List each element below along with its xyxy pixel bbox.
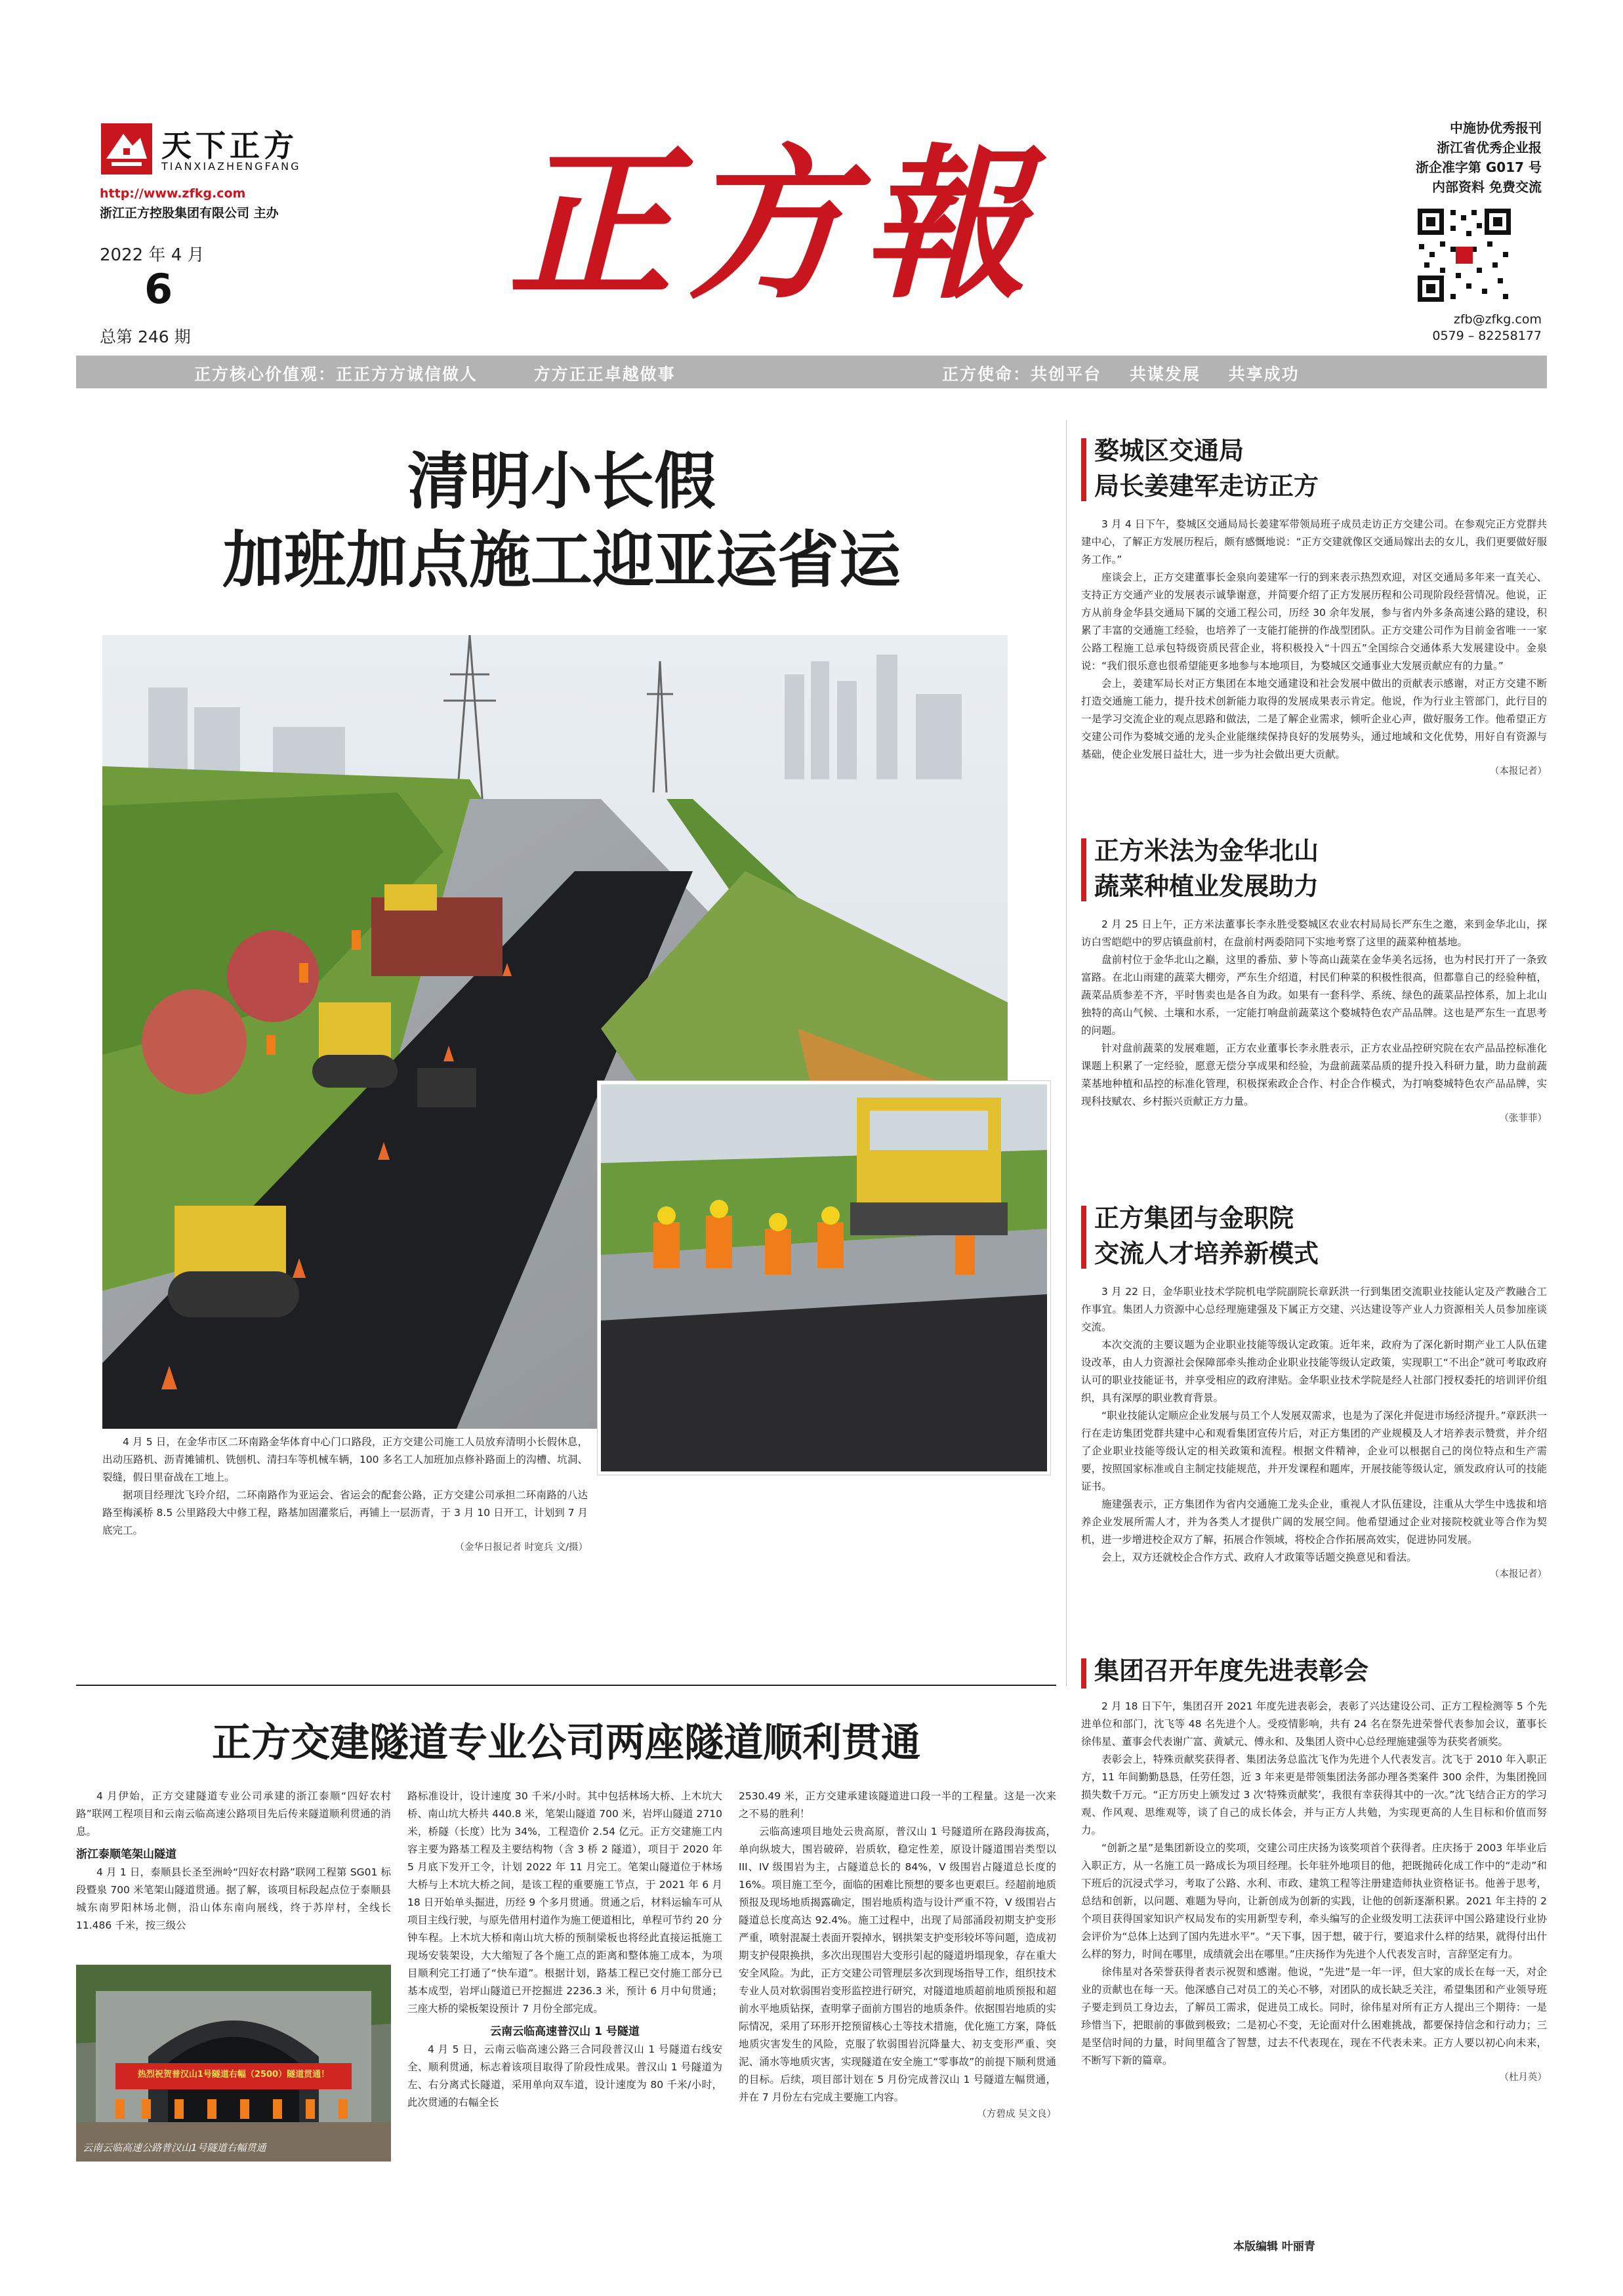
article-paragraph: 施建强表示，正方集团作为省内交通施工龙头企业，重视人才队伍建设，注重从大学生中选拔和培养企业发展所需人才，并为各类人才提供广阔的发展空间。他希望通过企业对接院校就业等合作为契机，进一步增进校企双方了解，拓展合作领域，将校企合作拓展高效实，促进协同发展。 <box>1081 1498 1547 1546</box>
article-paragraph: “职业技能认定顺应企业发展与员工个人发展双需求，也是为了深化并促进市场经济提升。”章跃洪一行在走访集团党群共建中心和观看集团宣传片后，对正方集团的产业规模及人才培养表示赞赏，并介绍了企业职业技能等级认定的相关政策和流程。根据文件精神，企业可以根据自己的岗位特点和生产需要，按照国家标准或自主制定技能规范，并开发课程和题库，开展技能等级认定，颁发政府认可的技能证书。 <box>1081 1410 1547 1492</box>
article-title: 婺城区交通局 <box>1094 436 1244 465</box>
article-vegetable-support <box>1081 833 1547 1124</box>
contact-phone: 0579 – 82258177 <box>1432 329 1542 343</box>
tunnel-paragraph: 4 月 1 日，泰顺县长圣至洲岭“四好农村路”联网工程第 SG01 标段暨泉 700 米笔架山隧道贯通。据了解，该项目标段起点位于泰顺县城东南罗阳林场北侧，沿山体东南向展线，终于苏岸村，全线长 11.486 千米，按三级公 <box>76 1866 391 1931</box>
logo-en-text: TIANXIAZHENGFANG <box>161 160 301 173</box>
distribution-line: 内部资料 免费交流 <box>1432 179 1542 195</box>
tunnel-title: 正方交建隧道专业公司两座隧道顺利贯通 <box>212 1720 920 1766</box>
lead-caption-paragraph: 据项目经理沈飞玲介绍，二环南路作为亚运会、省运会的配套公路，正方交建公司承担二环南路的八达路至梅溪桥 8.5 公里路段大中修工程，路基加固灌浆后，再铺上一层沥青，于 3 月 10 日开工，计划到 7 月底完工。 <box>102 1489 588 1536</box>
article-credit: （张菲菲） <box>1499 1113 1547 1124</box>
article-paragraph: 3 月 22 日，金华职业技术学院机电学院副院长章跃洪一行到集团交流职业技能认定及产教融合工作事宜。集团人力资源中心总经理施建强及下属正方交建、兴达建设等产业人力资源相关人员参加座谈交流。 <box>1081 1286 1547 1333</box>
article-paragraph: 会上，双方还就校企合作方式、政府人才政策等话题交换意见和看法。 <box>1101 1551 1417 1563</box>
article-title: 蔬菜种植业发展助力 <box>1094 872 1319 901</box>
article-paragraph: 2 月 18 日下午，集团召开 2021 年度先进表彰会，表彰了兴达建设公司、正方工程检测等 5 个先进单位和部门，沈飞等 48 名先进个人。受疫情影响，共有 24 名在祭先进荣誉代表参加会议，董事长徐伟星、董事会代表谢广富、黄斌元、傅永和、及集团人资中心总经理施建强等为获奖者颁奖。 <box>1081 1700 1547 1748</box>
issue-day: 6 <box>144 265 173 313</box>
masthead <box>0 0 1623 367</box>
article-paragraph: 座谈会上，正方交建董事长金泉向姜建军一行的到来表示热烈欢迎，对区交通局多年来一直关心、支持正方交通产业的发展表示诚挚谢意，并简要介绍了正方发展历程和公司现阶段经营情况。他说，正方从前身金华县交通局下属的交通工程公司，历经 30 余年发展，参与省内外多条高速公路的建设，积累了丰富的交通施工经验，也培养了一支能打能拼的作战型团队。正方交建公司作为目前金省唯一一家公路工程施工总承包特级资质民营企业，将积极投入“十四五”全国综合交通体系大发展建设中。金泉说：“我们很乐意也很希望能更多地参与本地项目，为婺城区交通事业大发展贡献应有的力量。” <box>1081 571 1547 672</box>
title-accent-bar <box>1081 838 1086 901</box>
tunnel-paragraph: 路标准设计，设计速度 30 千米/小时。其中包括林场大桥、上木坑大桥、南山坑大桥共 440.8 米，笔架山隧道 700 米，岩坪山隧道 2710 米，桥隧（长度）比为 34%，工程造价 2.54 亿元。正方交建施工内容主要为路基工程及主要结构物（含 3 桥 2 隧道），项目于 2020 年 5 月底下发开工令，计划 2022 年 11 月完工。笔架山隧道位于林场大桥与上木坑大桥之间，是该工程的重要施工节点，于 2021 年 6 月 18 日开始单头掘进，历经 9 个多月贯通。贯通之后，材料运输车可从项目主线行驶，与原先借用村道作为施工便道相比，单程可节约 20 分钟车程。上木坑大桥和南山坑大桥的预制梁板也将经此直接运抵施工现场安装架设，大大缩短了各个施工点的距离和整体施工成本，为项目顺利完工打通了“快车道”。根据计划，路基工程已交付施工部分已基本成型，岩坪山隧道已开挖掘进 2236.3 米，预计 6 月中旬贯通；三座大桥的梁板架设预计 7 月份全部完成。 <box>407 1790 722 2015</box>
article-talent-cooperation <box>1081 1200 1547 1580</box>
article-paragraph: 2 月 25 日上午，正方米法董事长李永胜受婺城区农业农村局局长严东生之邀，来到金华北山，探访白雪皑皑中的罗店镇盘前村，在盘前村两委陪同下实地考察了这里的蔬菜种植基地。 <box>1081 918 1547 948</box>
honor-line: 中施协优秀报刊 <box>1450 120 1542 136</box>
tunnel-paragraph: 云临高速项目地处云贵高原，普汉山 1 号隧道所在路段海拔高，单向纵坡大，围岩破碎，岩质软，稳定性差，原设计隧道围岩类型以 III、IV 级围岩为主，占隧道总长的 84%，V 级围岩占隧道总长度的 16%。项目施工至今，面临的困难比预想的要多也更艰巨。经超前地质预报及现场地质揭露确定，围岩地质构造与设计严重不符，V 级围岩占隧道总长度高达 92.4%。施工过程中，出现了局部涌段初期支护变形严重，喷射混凝土表面开裂掉水，钢拱架支护变形较坏等问题，造成初期支护侵限换拱，多次出现围岩大变形引起的隧道坍塌现象，存在重大安全风险。为此，正方交建公司管理层多次到现场指导工作，组织技术专业人员对软弱围岩变形监控进行研究，对隧道地质超前地质预报和超前水平地质钻探，查明掌子面前方围岩的地质条件。依据围岩地质的实际情况，采用了环形开挖预留核心土等技术措施，优化施工方案，降低地质灾害发生的风险，克服了软弱围岩沉降量大、初支变形严重、突泥、涌水等地质灾害，实现隧道在安全施工“零事故”的前提下顺利贯通的目标。后续，项目部计划在 5 月份完成普汉山 1 号隧道左幅贯通，并在 7 月份左右完成主要施工内容。 <box>739 1826 1056 2103</box>
lead-caption-paragraph: 4 月 5 日，在金华市区二环南路金华体育中心门口路段，正方交建公司施工人员放弃清明小长假休息，出动压路机、沥青摊铺机、铣刨机、清扫车等机械车辆，100 多名工人加班加点修补路面上的沟槽、坑洞、裂缝，假日里奋战在工地上。 <box>102 1436 588 1483</box>
section-divider <box>76 1685 1056 1686</box>
host-line: 浙江正方控股集团有限公司 主办 <box>100 206 279 220</box>
page-editor-credit: 本版编辑 叶丽青 <box>1233 2240 1315 2253</box>
article-paragraph: 盘前村位于金华北山之巅，这里的番茄、萝卜等高山蔬菜在金华美名远扬，也为村民打开了一条致富路。在北山雨建的蔬菜大棚旁，严东生介绍道，村民们种菜的积极性很高，但都靠自己的经验种植，蔬菜品质参差不齐，平时售卖也是各自为政。如果有一套科学、系统、绿色的蔬菜品控体系，加上北山独特的高山气候、土壤和水系，一定能打响盘前蔬菜这个婺城特色农产品品牌。这也是严东生一直思考的问题。 <box>1081 954 1547 1036</box>
article-jiaotong-visit <box>1081 433 1547 777</box>
lead-title-line1: 清明小长假 <box>407 446 716 518</box>
article-paragraph: 针对盘前蔬菜的发展难题，正方农业董事长李永胜表示，正方农业品控研究院在农产品品控标准化课题上积累了一定经验，愿意无偿分享成果和经验，为盘前蔬菜品质的提升投入科研力量，助力盘前蔬菜基地种植和品控的标准化管理，积极探索政企合作、村企合作模式，为打响婺城特色农产品品牌，实现科技赋农、乡村振兴贡献正方力量。 <box>1081 1042 1547 1107</box>
issue-number: 总第 246 期 <box>100 327 191 346</box>
logo-cn-text: 天下正方 <box>161 128 298 163</box>
article-title: 正方米法为金华北山 <box>1094 836 1319 865</box>
article-paragraph: 本次交流的主要议题为企业职业技能等级认定政策。近年来，政府为了深化新时期产业工人队伍建设改革，由人力资源社会保障部牵头推动企业职业技能等级认定政策，实现职工“不出企”就可考取政府认可的职业技能证书，并享受相应的政府津贴。金华职业技术学院是经人社部门授权委托的培训评价组织，具有深厚的职业教育背景。 <box>1081 1339 1547 1404</box>
article-paragraph: 徐伟星对各荣誉获得者表示祝贺和感谢。他说，“先进”是一年一评，但大家的成长在每一天，对企业的贡献也在每一天。他深感自己对员工的关心不够，对团队的成长缺乏关注，希望集团和产业领导班子要走到员工身边去，了解员工需求，促进员工成长。同时，徐伟星对所有正方人提出三个期待：一是珍惜当下，把眼前的事做到极致；二是初心不变，无论面对什么困难挑战，都要保持信念和行动力；三是坚信时间的力量，时间里蕴含了智慧，过去不代表现在，现在不代表未来。正方人要以初心向未来，不断写下新的篇章。 <box>1081 1966 1547 2066</box>
title-accent-bar <box>1081 438 1086 501</box>
core-values-text: 正方核心价值观：正正方方诚信做人 方方正正卓越做事 <box>194 365 676 384</box>
mission-text: 正方使命：共创平台 共谋发展 共享成功 <box>942 365 1300 384</box>
article-paragraph: 3 月 4 日下午，婺城区交通局局长姜建军带领局班子成员走访正方交建公司。在参观完正方党群共建中心，了解正方发展历程后，颇有感慨地说：“正方交建就像区交通局嫁出去的女儿，我们更要做好服务工作。” <box>1081 518 1547 565</box>
article-credit: （杜月英） <box>1499 2072 1547 2083</box>
paper-title: 正方報 <box>508 128 1040 321</box>
contact-email[interactable]: zfb@zfkg.com <box>1453 312 1542 327</box>
tunnel-subheading: 浙江泰顺笔架山隧道 <box>76 1848 176 1861</box>
right-column <box>1081 420 1547 2217</box>
masthead-right-info <box>1345 118 1542 197</box>
article-title: 正方集团与金职院 <box>1094 1204 1294 1233</box>
tunnel-banner-text: 热烈祝贺普汉山1号隧道右幅（2500）隧道贯通！ <box>137 2070 330 2080</box>
article-paragraph: “创新之星”是集团新设立的奖项，交建公司庄庆扬为该奖项首个获得者。庄庆扬于 2003 年毕业后入职正方，从一名施工员一路成长为项目经理。长年驻外地项目的他，把既抛砖化成工作中的“走动”和下班后的沉浸式学习，考取了公路、水利、市政、建筑工程等注册建造师执业资格证书。他善于思考，总结和创新，以问题、难题为导向，让新创成为创新的实践，让他的创新逐渐积累。2021 年主持的 2 个项目获得国家知识产权局发布的实用新型专利，牵头编写的企业级发明工法获评中国公路建设行业协会评价为“总体上达到了国内先进水平”。“天下事，因于想，破于行，要追求什么样的结果，就得付出什么样的努力，时间在哪里，成绩就会出在哪里。”庄庆扬作为先进个人代表发言时，言辞坚定有力。 <box>1081 1842 1547 1960</box>
article-paragraph: 会上，姜建军局长对正方集团在本地交通建设和社会发展中做出的贡献表示感谢，对正方交建不断打造交通施工能力，提升技术创新能力取得的发展成果表示肯定。他说，作为行业主管部门，此行目的一是学习交流企业的观点思路和做法，二是了解企业需求，倾听企业心声，做好服务工作。他希望正方交建公司作为婺城交通的龙头企业能继续保持良好的发展势头，通过地域和文化优势，用好自有资源与基础，使企业发展日益壮大，进一步为社会做出更大贡献。 <box>1081 678 1547 760</box>
tunnel-subheading: 云南云临高速普汉山 1 号隧道 <box>490 2025 640 2038</box>
column-divider <box>1066 420 1067 1686</box>
title-accent-bar <box>1081 1658 1086 1689</box>
article-credit: （本报记者） <box>1490 766 1547 777</box>
article-title: 集团召开年度先进表彰会 <box>1094 1656 1369 1685</box>
lead-article <box>76 420 1047 1686</box>
tunnel-breakthrough-photo <box>76 1965 391 2162</box>
honor-line: 浙江省优秀企业报 <box>1437 140 1542 155</box>
tunnel-paragraph: 2530.49 米，正方交建承建该隧道进口段一半的工程量。这是一次来之不易的胜利！ <box>739 1790 1056 1820</box>
article-credit: （本报记者） <box>1490 1569 1547 1580</box>
article-title: 交流人才培养新模式 <box>1094 1239 1319 1268</box>
tunnel-photo-label: 云南云临高速公路普汉山1号隧道右幅贯通 <box>83 2142 266 2154</box>
tunnel-paragraph: 4 月伊始，正方交建隧道专业公司承建的浙江泰顺“四好农村路”联网工程项目和云南云临高速公路项目先后传来隧道顺利贯通的消息。 <box>76 1790 391 1837</box>
tunnel-col2 <box>407 1788 722 2227</box>
title-accent-bar <box>1081 1206 1086 1269</box>
website-link[interactable]: http://www.zfkg.com <box>100 186 246 201</box>
article-paragraph: 表彰会上，特殊贡献奖获得者、集团法务总监沈飞作为先进个人代表发言。沈飞于 2010 年入职正方，11 年间勤勤恳恳，任劳任怨，近 3 年来更是带领集团法务部办理各类案件 300 余件，为集团挽回损失数千万元。“正方历史上颁发过 3 次‘特殊贡献奖’，我很有幸获得其中的一次。”沈飞结合正方的学习观、作风观、思维观等，谈了自己的成长体会，并与正方人共勉，为实现更高的人生目标和价值而努力。 <box>1081 1753 1547 1836</box>
tunnel-paragraph: 4 月 5 日，云南云临高速公路三合同段普汉山 1 号隧道右线安全、顺利贯通，标志着该项目取得了阶段性成果。普汉山 1 号隧道为左、右分离式长隧道，采用单向双车道，设计速度为 80 千米/小时，此次贯通的右幅全长 <box>407 2043 722 2108</box>
paving-workers-inset-photo <box>598 1081 1050 1475</box>
tunnel-article <box>76 1689 1056 2227</box>
slogan-band <box>76 356 1547 388</box>
tunnel-credit: （方碧成 吴文良） <box>977 2109 1056 2120</box>
lead-caption <box>102 1433 588 1553</box>
license-line: 浙企准字第 G017 号 <box>1415 159 1542 175</box>
tunnel-col3 <box>739 1788 1056 2227</box>
lead-title-line2: 加班加点施工迎亚运省运 <box>222 525 901 596</box>
article-title: 局长姜建军走访正方 <box>1094 472 1319 501</box>
lead-credit: （金华日报记者 时宽兵 文/摄） <box>455 1542 588 1553</box>
issue-date: 2022 年 4 月 <box>100 245 205 265</box>
article-awards-meeting <box>1081 1653 1547 2083</box>
company-logo-icon <box>100 122 154 176</box>
qr-code-icon <box>1414 205 1515 306</box>
